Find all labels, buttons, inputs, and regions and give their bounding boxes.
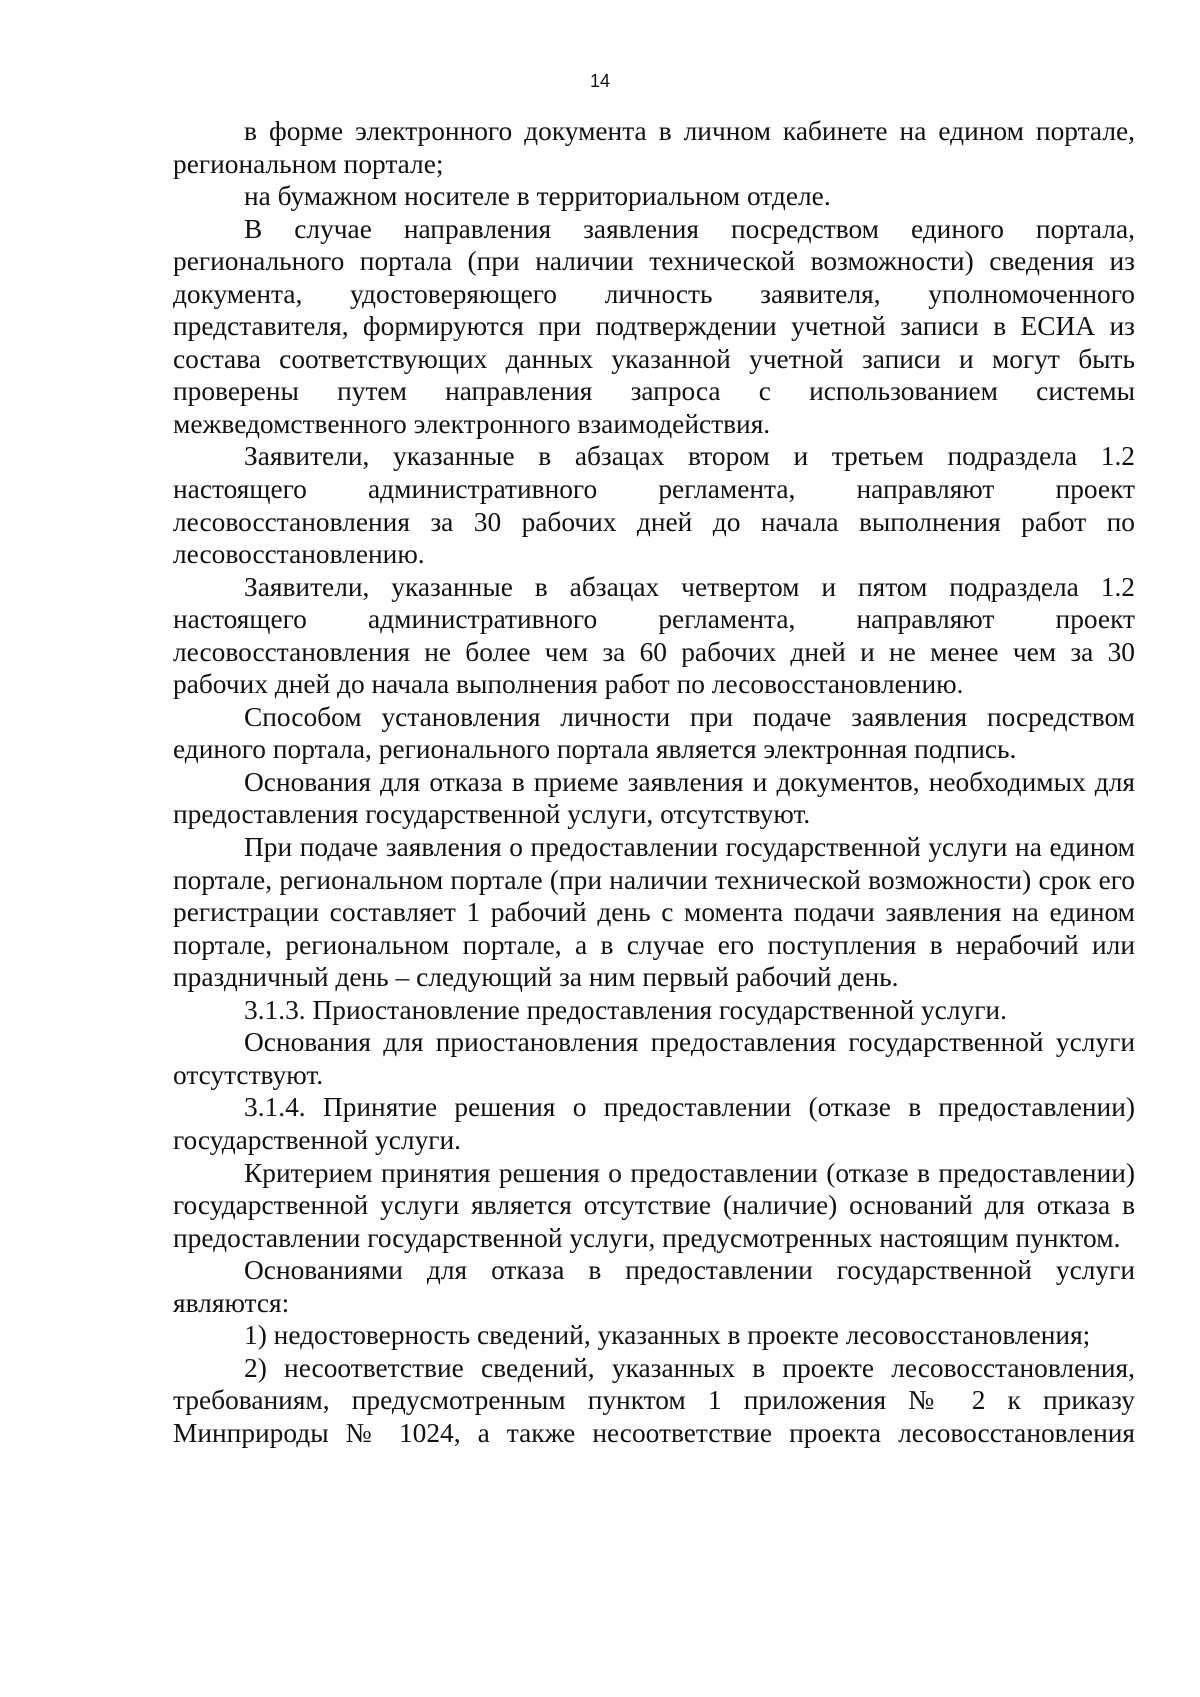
paragraph: Критерием принятия решения о предоставлении (отказе в предоставлении) государственной услуги является отсутствие (наличие) оснований для отказа в предоставлении государственной услуги, предусмотренных настоящим пунктом. (173, 1157, 1135, 1253)
paragraph: 1) недостоверность сведений, указанных в проекте лесовосстановления; (244, 1320, 1091, 1351)
paragraph: Заявители, указанные в абзацах втором и третьем подраздела 1.2 настоящего административного регламента, направляют проект лесовосстановления за 30 рабочих дней до начала выполнения работ по лесовосстановлению. (173, 441, 1135, 570)
paragraph: В случае направления заявления посредством единого портала, регионального портала (при наличии технической возможности) сведения из документа, удостоверяющего личность заявителя, уполномоченного представителя, формируются при подтверждении учетной записи в ЕСИА из состава соответствующих данных указанной учетной записи и могут быть проверены путем направления запроса с использованием системы межведомственного электронного взаимодействия. (173, 213, 1135, 439)
paragraph: в форме электронного документа в личном кабинете на едином портале, региональном портале; (173, 116, 1135, 179)
paragraph: Основаниями для отказа в предоставлении государственной услуги являются: (173, 1255, 1135, 1318)
paragraph: Способом установления личности при подаче заявления посредством единого портала, регионального портала является электронная подпись. (173, 701, 1135, 765)
paragraph: 3.1.4. Принятие решения о предоставлении (отказе в предоставлении) государственной услуги. (173, 1092, 1135, 1155)
paragraph: Основания для приостановления предоставления государственной услуги отсутствуют. (173, 1027, 1135, 1090)
paragraph: на бумажном носителе в территориальном отделе. (244, 181, 831, 212)
paragraph: 2) несоответствие сведений, указанных в проекте лесовосстановления, требованиям, предусмотренным пунктом 1 приложения № 2 к приказу Минприроды № 1024, а также несоответствие проекта лесовосстановления (173, 1352, 1135, 1448)
document-body (173, 115, 1135, 1449)
paragraph: 3.1.3. Приостановление предоставления государственной услуги. (244, 994, 1007, 1025)
paragraph: При подаче заявления о предоставлении государственной услуги на едином портале, региональном портале (при наличии технической возможности) срок его регистрации составляет 1 рабочий день с момента подачи заявления на едином портале, региональном портале, а в случае его поступления в нерабочий или праздничный день – следующий за ним первый рабочий день. (173, 832, 1135, 993)
page-number: 14 (589, 71, 611, 91)
paragraph: Заявители, указанные в абзацах четвертом и пятом подраздела 1.2 настоящего административного регламента, направляют проект лесовосстановления не более чем за 60 рабочих дней и не менее чем за 30 рабочих дней до начала выполнения работ по лесовосстановлению. (173, 571, 1135, 700)
paragraph: Основания для отказа в приеме заявления и документов, необходимых для предоставления государственной услуги, отсутствуют. (173, 766, 1135, 830)
